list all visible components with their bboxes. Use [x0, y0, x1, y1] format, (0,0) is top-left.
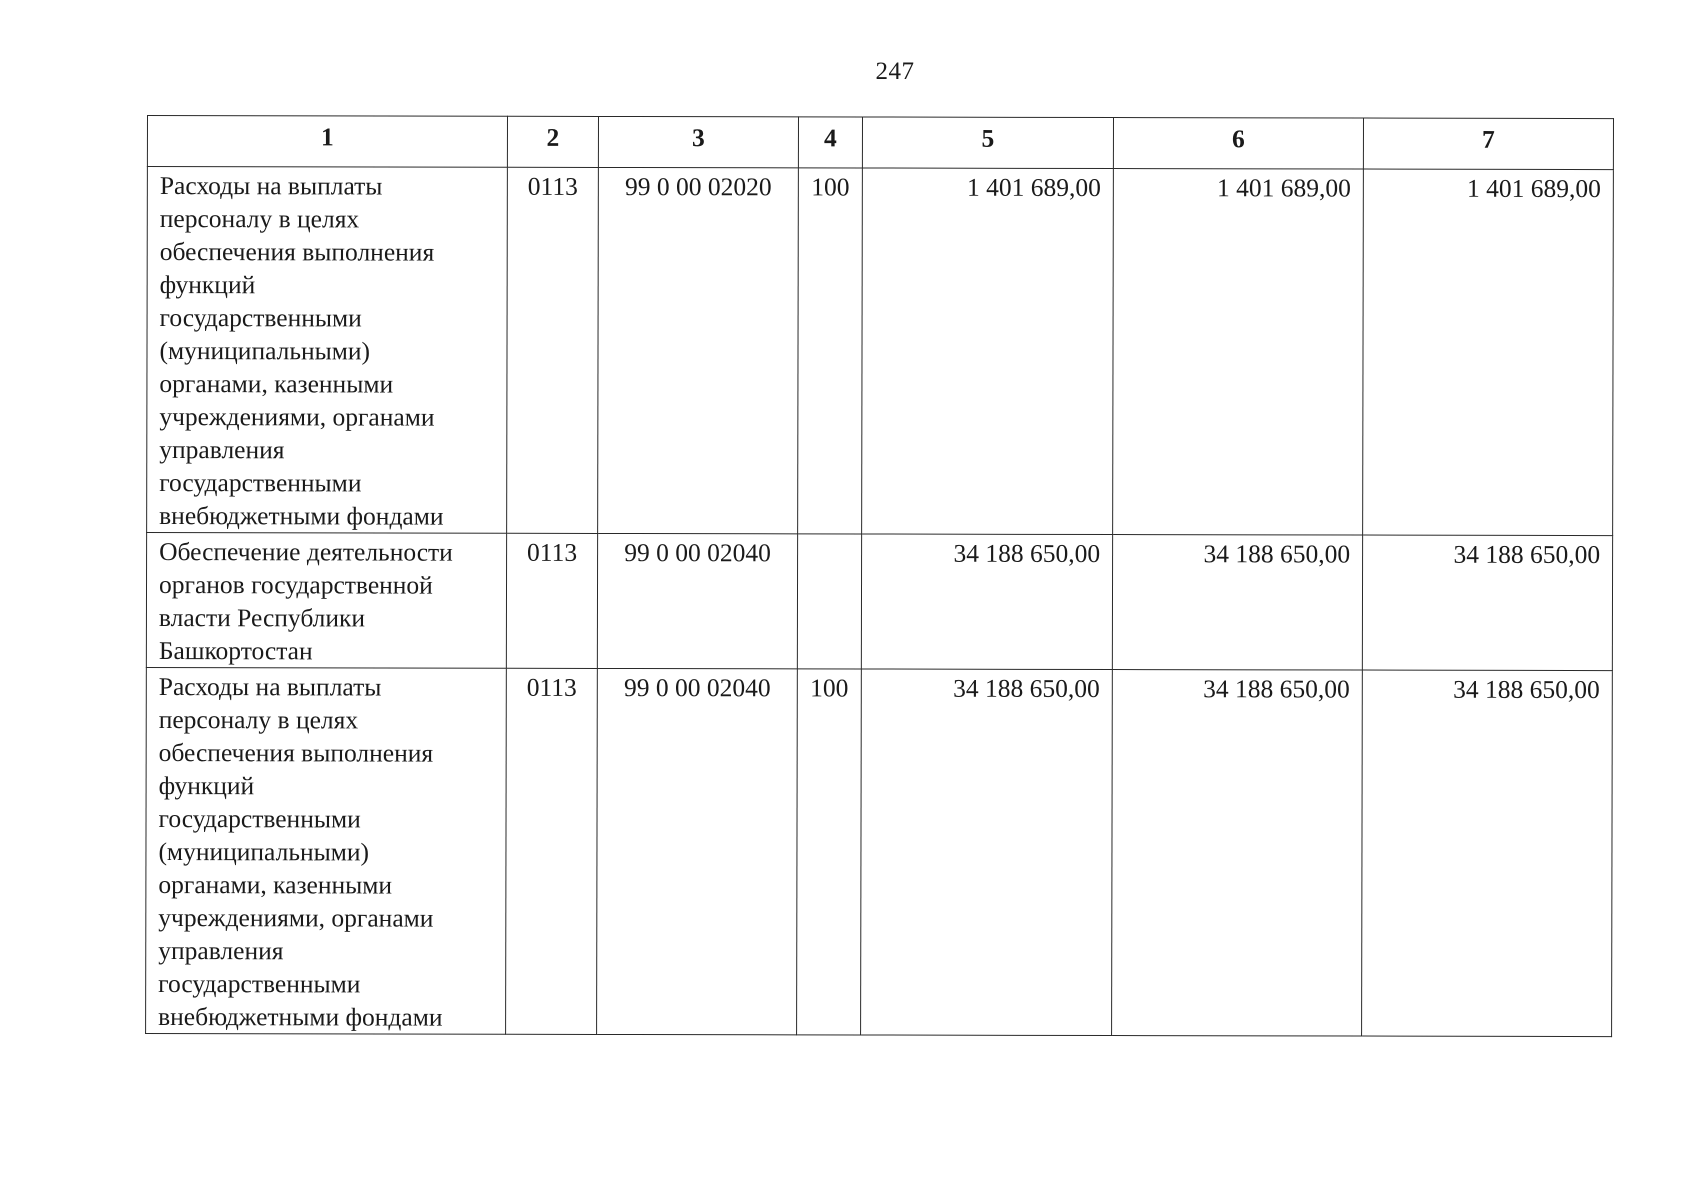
row-target-code: 99 0 00 02040: [597, 533, 797, 668]
row-amount-1: 1 401 689,00: [862, 168, 1114, 535]
row-description-text: Обеспечение деятельности органов государственной власти Республики Башкортостан: [158, 537, 453, 666]
row-amount-3: 34 188 650,00: [1362, 535, 1612, 671]
row-description-text: Расходы на выплаты персоналу в целях обеспечения выполнения функций государственными (муниципальными) органами, казенными учреждениями, органами управления государственными внебюджетными фондами: [158, 672, 443, 1032]
row-amount-2: 34 188 650,00: [1112, 535, 1362, 671]
row-expense-type: 100: [798, 168, 863, 534]
row-section-code: 0113: [507, 167, 599, 533]
row-description: [147, 167, 508, 534]
row-amount-1: 34 188 650,00: [861, 669, 1113, 1036]
budget-table: [145, 115, 1614, 1037]
row-amount-2: 34 188 650,00: [1112, 670, 1363, 1037]
row-expense-type: 100: [797, 669, 862, 1035]
table-header-row: [147, 116, 1613, 170]
column-header-1: 1: [147, 116, 507, 168]
row-section-code: 0113: [506, 668, 598, 1034]
row-description-text: Расходы на выплаты персоналу в целях обеспечения выполнения функций государственными (муниципальными) органами, казенными учреждениями, органами управления государственными внебюджетными фондами: [159, 171, 444, 531]
row-description: [146, 667, 507, 1034]
row-target-code: 99 0 00 02020: [598, 167, 799, 533]
table-row: [147, 167, 1614, 536]
row-target-code: 99 0 00 02040: [597, 668, 798, 1034]
row-expense-type: [797, 534, 861, 669]
column-header-5: 5: [862, 117, 1113, 169]
column-header-7: 7: [1363, 118, 1613, 170]
page-number: 247: [875, 58, 915, 85]
column-header-4: 4: [798, 117, 862, 168]
table-row: [146, 667, 1613, 1036]
column-header-6: 6: [1113, 118, 1363, 170]
table-row: [146, 533, 1612, 671]
row-amount-2: 1 401 689,00: [1113, 169, 1364, 536]
column-header-3: 3: [598, 116, 798, 167]
row-amount-3: 1 401 689,00: [1363, 169, 1614, 536]
row-amount-3: 34 188 650,00: [1362, 670, 1613, 1037]
row-description: [146, 533, 506, 669]
row-amount-1: 34 188 650,00: [861, 534, 1112, 670]
row-section-code: 0113: [506, 533, 597, 668]
column-header-2: 2: [507, 116, 598, 167]
